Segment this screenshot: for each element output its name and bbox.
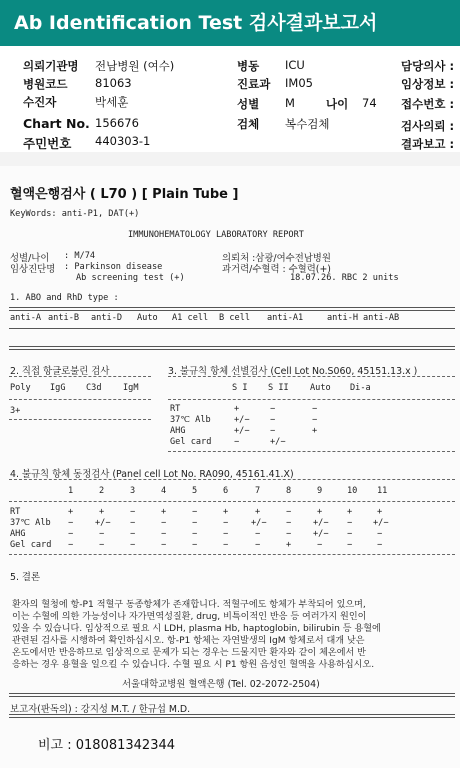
panel-cell: − [347, 540, 353, 550]
keywords: KeyWords: anti-P1, DAT(+) [10, 209, 140, 219]
institution: 서울대학교병원 혈액은행 (Tel. 02-2072-2504) [122, 679, 320, 690]
panel-column-header: 9 [317, 486, 323, 496]
section1-rule [9, 307, 455, 311]
panel-cell: − [286, 529, 292, 539]
sex-value: M [285, 96, 295, 110]
section2-rule-3 [9, 419, 151, 420]
specimen-label: 검체 [237, 117, 260, 131]
section3-title: 3. 불규칙 항체 선별검사 (Cell Lot No.S060, 45151.13.x ) [168, 366, 418, 377]
section4-title: 4. 불규칙 항체 동정검사 (Panel cell Lot No. RA090, 45161.41.X) [10, 469, 294, 480]
conclusion-line: 온도에서만 반응하므로 임상적으로 문제가 되는 경우는 드물지만 환자와 같이 체온에서 반 [12, 648, 366, 658]
abo-column-header: A1 cell [172, 313, 209, 323]
panel-cell: − [347, 529, 353, 539]
diagnosis-label: 임상진단명 [10, 264, 56, 275]
screen-cell: + [234, 404, 240, 414]
panel-cell: +/− [313, 518, 329, 528]
sex-label: 성별 [237, 97, 260, 111]
panel-cell: − [161, 529, 167, 539]
section5-title: 5. 결론 [10, 572, 41, 583]
dept-label: 진료과 [237, 77, 271, 91]
abo-column-header: anti-A1 [267, 313, 304, 323]
screen-cell: − [270, 415, 276, 425]
screen-column-header: S II [268, 383, 289, 393]
conclusion-line: 이는 수혈에 의한 가능성이나 자가면역성질환, drug, 비특이적인 반응 등 여러가지 원인이 [12, 612, 367, 622]
abo-column-header: anti-AB [363, 313, 400, 323]
report-banner: Ab Identification Test 검사결과보고서 [0, 0, 460, 46]
dat-column-header: C3d [86, 383, 102, 393]
age-value: 74 [362, 96, 377, 110]
panel-cell: + [377, 507, 383, 517]
panel-cell: +/− [251, 518, 267, 528]
section3-rule-3 [168, 451, 455, 452]
panel-cell: + [255, 507, 261, 517]
conclusion-line: 환자의 혈청에 항-P1 적혈구 동종항체가 존재합니다. 적혈구에도 항체가 부착되어 있으며, [12, 600, 366, 610]
panel-column-header: 6 [223, 486, 229, 496]
diagnosis-value: : Parkinson disease [64, 262, 163, 272]
screen-cell: − [270, 426, 276, 436]
panel-column-header: 10 [347, 486, 358, 496]
ward-label: 병동 [237, 59, 260, 73]
panel-phase-label: RT [10, 507, 21, 517]
section1-title: 1. ABO and RhD type : [10, 293, 119, 303]
panel-cell: + [161, 507, 167, 517]
sexage-label: 성별/나이 [10, 253, 50, 264]
panel-cell: − [130, 540, 136, 550]
chart-label: Chart No. [23, 116, 90, 131]
rrn-value: 440303-1 [95, 134, 151, 148]
abo-column-header: anti-H [327, 313, 359, 323]
accession-label: 접수번호 : [401, 97, 455, 111]
transfusion-history: 과거력/수혈력 : 수혈력(+) [222, 264, 331, 275]
panel-cell: − [377, 529, 383, 539]
lab-report [0, 166, 460, 768]
abo-column-header: Auto [137, 313, 158, 323]
panel-phase-label: 37℃ Alb [10, 518, 51, 528]
conclusion-line: 응하는 경우 용혈을 일으킬 수 있습니다. 수혈 필요 시 P1 항원 음성인 혈액을 사용하십시오. [12, 660, 375, 670]
code-value: 81063 [95, 76, 132, 90]
screen-cell: +/− [234, 415, 250, 425]
panel-column-header: 7 [255, 486, 261, 496]
panel-cell: − [192, 540, 198, 550]
screen-phase-label: RT [170, 404, 181, 414]
panel-cell: − [223, 518, 229, 528]
panel-cell: − [68, 518, 74, 528]
screen-column-header: S I [232, 383, 248, 393]
panel-cell: − [130, 518, 136, 528]
panel-cell: − [255, 540, 261, 550]
panel-column-header: 4 [161, 486, 167, 496]
dat-column-header: Poly [10, 383, 31, 393]
dat-column-header: IgM [123, 383, 139, 393]
screen-cell: − [234, 437, 240, 447]
requester-label: 검사의뢰 : [401, 119, 455, 133]
panel-cell: + [99, 507, 105, 517]
section4-rule-3 [9, 554, 455, 555]
dept-value: IM05 [285, 76, 313, 90]
screen-phase-label: AHG [170, 426, 186, 436]
panel-column-header: 11 [377, 486, 388, 496]
sexage-value: : M/74 [64, 251, 96, 261]
section4-rule [9, 479, 455, 480]
screen-cell: − [270, 404, 276, 414]
panel-column-header: 1 [68, 486, 74, 496]
panel-column-header: 3 [130, 486, 136, 496]
dat-column-header: IgG [50, 383, 66, 393]
panel-cell: − [130, 529, 136, 539]
panel-cell: +/− [373, 518, 389, 528]
report-title: 혈액은행검사 ( L70 ) [ Plain Tube ] [10, 187, 239, 202]
screen-phase-label: Gel card [170, 437, 212, 447]
panel-cell: − [377, 540, 383, 550]
age-label: 나이 [326, 97, 349, 111]
conclusion-text [12, 599, 458, 671]
recipient-label: 수진자 [23, 95, 57, 109]
panel-cell: + [286, 540, 292, 550]
screen-phase-label: 37℃ Alb [170, 415, 211, 425]
rrn-label: 주민번호 [23, 136, 72, 151]
panel-cell: − [68, 540, 74, 550]
chart-value: 156676 [95, 116, 139, 130]
dat-result: 3+ [10, 406, 21, 416]
panel-cell: − [99, 540, 105, 550]
clinical-label: 임상정보 : [401, 77, 455, 91]
section2-rule-2 [9, 399, 151, 400]
panel-cell: − [99, 529, 105, 539]
abo-column-header: anti-B [48, 313, 80, 323]
section2-title: 2. 직접 항글로불린 검사 [10, 366, 110, 377]
panel-cell: + [317, 507, 323, 517]
panel-cell: − [161, 540, 167, 550]
code-label: 병원코드 [23, 77, 68, 91]
screen-column-header: Di-a [350, 383, 371, 393]
recipient-value: 박세훈 [95, 95, 129, 109]
conclusion-line: 관련된 검사를 시행하여 확인하십시오. 항-P1 항체는 자연발생의 IgM 항체로서 대개 낮은 [12, 636, 365, 646]
panel-cell: − [192, 507, 198, 517]
footer-rule-2 [9, 714, 455, 718]
screen-cell: + [312, 426, 318, 436]
panel-cell: − [317, 540, 323, 550]
panel-cell: − [192, 518, 198, 528]
abo-column-header: B cell [219, 313, 251, 323]
panel-cell: + [347, 507, 353, 517]
panel-cell: − [192, 529, 198, 539]
panel-cell: − [161, 518, 167, 528]
abo-column-header: anti-D [91, 313, 123, 323]
section3-rule [168, 376, 455, 377]
section-gap [0, 152, 460, 166]
panel-phase-label: Gel card [10, 540, 52, 550]
doctor-label: 담당의사 : [401, 59, 455, 73]
section1-rule-2 [9, 328, 455, 329]
panel-column-header: 2 [99, 486, 105, 496]
panel-cell: − [68, 529, 74, 539]
hospital-label: 의뢰기관명 [23, 59, 79, 73]
panel-phase-label: AHG [10, 529, 26, 539]
diagnosis-value-2: Ab screening test (+) [76, 273, 185, 283]
report-subtitle: IMMUNOHEMATOLOGY LABORATORY REPORT [128, 230, 304, 240]
patient-header [0, 54, 460, 154]
section4-rule-2 [9, 501, 455, 502]
panel-cell: − [223, 540, 229, 550]
conclusion-line: 있을 수 있습니다. 임상적으로 필요 시 LDH, plasma Hb, haptoglobin, bilirubin 등 용혈에 [12, 624, 381, 634]
reporter: 보고자(판독의) : 강지성 M.T. / 한규섭 M.D. [10, 704, 191, 715]
report-date-label: 결과보고 : [401, 137, 455, 151]
requester: 의뢰처 :삼광/여수전남병원 [222, 253, 331, 264]
screen-column-header: Auto [310, 383, 331, 393]
panel-cell: + [223, 507, 229, 517]
abo-column-header: anti-A [10, 313, 42, 323]
hospital-value: 전남병원 (여수) [95, 59, 175, 73]
panel-column-header: 8 [286, 486, 292, 496]
ward-value: ICU [285, 58, 305, 72]
panel-cell: + [68, 507, 74, 517]
screen-cell: +/− [234, 426, 250, 436]
specimen-value: 복수검체 [285, 117, 330, 131]
section1-rule-3 [9, 346, 455, 350]
section3-rule-2 [168, 399, 455, 400]
footer-rule [9, 693, 455, 697]
panel-cell: +/− [313, 529, 329, 539]
panel-column-header: 5 [192, 486, 198, 496]
panel-cell: +/− [95, 518, 111, 528]
note: 비고 : 018081342344 [38, 738, 176, 753]
panel-cell: − [130, 507, 136, 517]
panel-cell: − [286, 518, 292, 528]
screen-cell: − [312, 404, 318, 414]
section2-rule [9, 376, 151, 377]
panel-cell: − [347, 518, 353, 528]
screen-cell: +/− [270, 437, 286, 447]
transfusion-history-2: 18.07.26. RBC 2 units [290, 273, 399, 283]
screen-cell: − [312, 415, 318, 425]
panel-cell: − [255, 529, 261, 539]
panel-cell: − [286, 507, 292, 517]
panel-cell: − [223, 529, 229, 539]
